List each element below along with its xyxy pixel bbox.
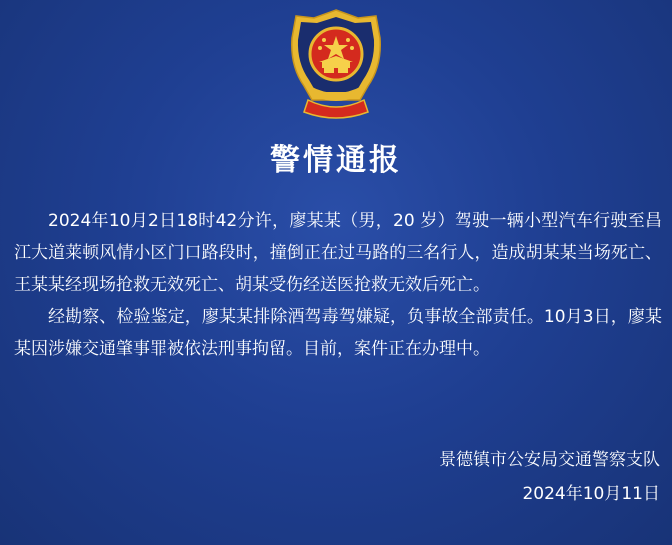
issuer-name: 景德镇市公安局交通警察支队 (439, 450, 660, 470)
police-emblem-icon (286, 8, 386, 120)
notice-paragraph: 经勘察、检验鉴定，廖某某排除酒驾毒驾嫌疑，负事故全部责任。10月3日，廖某某因涉嫌交通肇事罪被依法刑事拘留。目前，案件正在办理中。 (14, 307, 662, 359)
notice-title: 警情通报 (270, 143, 402, 178)
notice-paragraph: 2024年10月2日18时42分许，廖某某（男，20 岁）驾驶一辆小型汽车行驶至昌江大道莱顿风情小区门口路段时，撞倒正在过马路的三名行人，造成胡某某当场死亡、王某某经现场抢救无效死亡、胡某受伤经送医抢救无效后死亡。 (14, 211, 662, 295)
notice-body (14, 205, 662, 365)
issue-date: 2024年10月11日 (522, 484, 660, 504)
notice-signature (439, 443, 660, 511)
